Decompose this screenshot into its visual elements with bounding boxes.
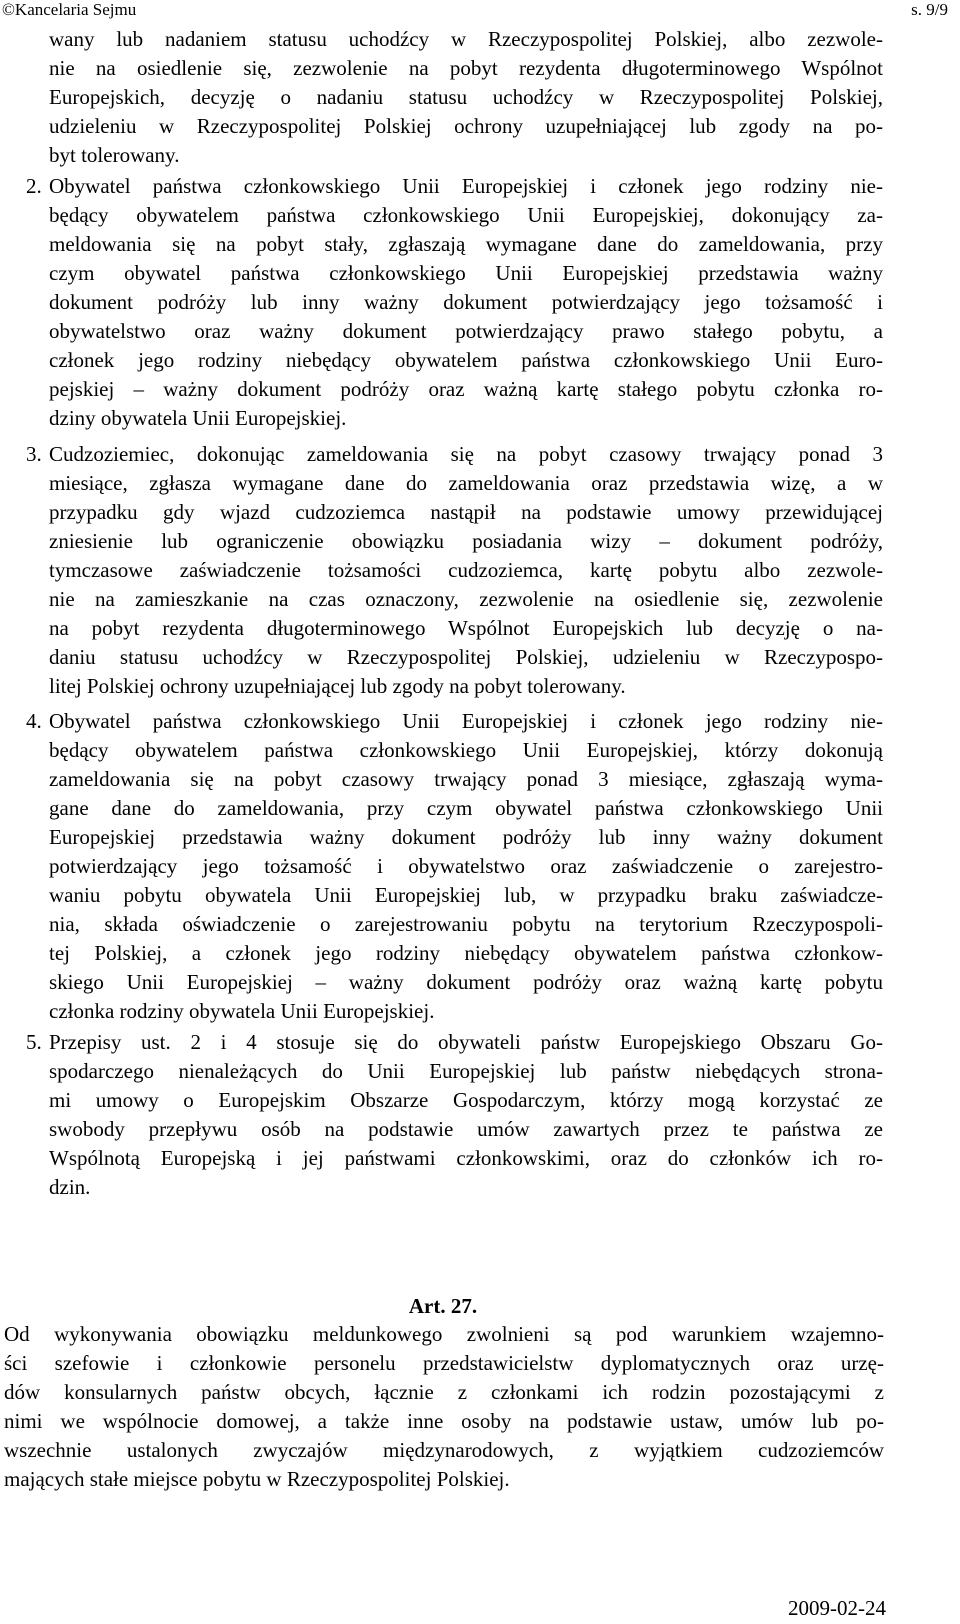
text-line: miesiące, zgłasza wymagane dane do zameldowania oraz przedstawia wizę, a w	[49, 471, 883, 495]
text-line: na pobyt rezydenta długoterminowego Wspólnot Europejskich lub decyzję o na-	[49, 616, 883, 640]
item-5-paragraph	[49, 1028, 883, 1202]
text-line: Europejskich, decyzję o nadaniu statusu uchodźcy w Rzeczypospolitej Polskiej,	[49, 85, 883, 109]
text-line: wany lub nadaniem statusu uchodźcy w Rzeczypospolitej Polskiej, albo zezwole-	[49, 27, 883, 51]
footer-date: 2009-02-24	[788, 1596, 886, 1620]
text-line: mi umowy o Europejskim Obszarze Gospodarczym, którzy mogą korzystać ze	[49, 1088, 883, 1112]
text-line: członka rodziny obywatela Unii Europejskiej.	[49, 999, 435, 1023]
text-line: litej Polskiej ochrony uzupełniającej lub zgody na pobyt tolerowany.	[49, 674, 626, 698]
intro-paragraph	[49, 25, 883, 170]
item-4-paragraph	[49, 707, 883, 1026]
text-line: nia, składa oświadczenie o zarejestrowaniu pobytu na terytorium Rzeczypospoli-	[49, 912, 883, 936]
text-line: Cudzoziemiec, dokonując zameldowania się na pobyt czasowy trwający ponad 3	[49, 442, 883, 466]
text-line: członek jego rodziny niebędący obywatelem państwa członkowskiego Unii Euro-	[49, 348, 883, 372]
text-line: nie na osiedlenie się, zezwolenie na pobyt rezydenta długoterminowego Wspólnot	[49, 56, 883, 80]
article-heading: Art. 27.	[408, 1294, 478, 1318]
text-line: nie na zamieszkanie na czas oznaczony, zezwolenie na osiedlenie się, zezwolenie	[49, 587, 883, 611]
text-line: wszechnie ustalonych zwyczajów międzynarodowych, z wyjątkiem cudzoziemców	[4, 1438, 884, 1462]
text-line: mających stałe miejsce pobytu w Rzeczypospolitej Polskiej.	[4, 1467, 510, 1491]
text-line: potwierdzający jego tożsamość i obywatelstwo oraz zaświadczenie o zarejestro-	[49, 854, 883, 878]
text-line: zniesienie lub ograniczenie obowiązku posiadania wizy – dokument podróży,	[49, 529, 883, 553]
text-line: dów konsularnych państw obcych, łącznie z członkami ich rodzin pozostającymi z	[4, 1380, 884, 1404]
text-line: Wspólnotą Europejską i jej państwami członkowskimi, oraz do członków ich ro-	[49, 1146, 883, 1170]
text-line: tymczasowe zaświadczenie tożsamości cudzoziemca, kartę pobytu albo zezwole-	[49, 558, 883, 582]
text-line: Przepisy ust. 2 i 4 stosuje się do obywateli państw Europejskiego Obszaru Go-	[49, 1030, 883, 1054]
text-line: swobody przepływu osób na podstawie umów zawartych przez te państwa ze	[49, 1117, 883, 1141]
text-line: pejskiej – ważny dokument podróży oraz ważną kartę stałego pobytu członka ro-	[49, 377, 883, 401]
item-number: 3.	[26, 442, 42, 466]
text-line: zameldowania się na pobyt czasowy trwający ponad 3 miesiące, zgłaszają wyma-	[49, 767, 883, 791]
text-line: ści szefowie i członkowie personelu przedstawicielstw dyplomatycznych oraz urzę-	[4, 1351, 884, 1375]
article-paragraph	[4, 1320, 884, 1494]
text-line: czym obywatel państwa członkowskiego Unii Europejskiej przedstawia ważny	[49, 261, 883, 285]
text-line: gane dane do zameldowania, przy czym obywatel państwa członkowskiego Unii	[49, 796, 883, 820]
text-line: daniu statusu uchodźcy w Rzeczypospolitej Polskiej, udzieleniu w Rzeczypospo-	[49, 645, 883, 669]
text-line: Od wykonywania obowiązku meldunkowego zwolnieni są pod warunkiem wzajemno-	[4, 1322, 884, 1346]
text-line: dokument podróży lub inny ważny dokument potwierdzający jego tożsamość i	[49, 290, 883, 314]
item-number: 4.	[26, 709, 42, 733]
text-line: Obywatel państwa członkowskiego Unii Europejskiej i członek jego rodziny nie-	[49, 709, 883, 733]
text-line: nimi we wspólnocie domowej, a także inne osoby na podstawie ustaw, umów lub po-	[4, 1409, 884, 1433]
text-line: skiego Unii Europejskiej – ważny dokument podróży oraz ważną kartę pobytu	[49, 970, 883, 994]
text-line: waniu pobytu obywatela Unii Europejskiej lub, w przypadku braku zaświadcze-	[49, 883, 883, 907]
item-2-paragraph	[49, 172, 883, 433]
text-line: będący obywatelem państwa członkowskiego Unii Europejskiej, którzy dokonują	[49, 738, 883, 762]
text-line: obywatelstwo oraz ważny dokument potwierdzający prawo stałego pobytu, a	[49, 319, 883, 343]
text-line: meldowania się na pobyt stały, zgłaszają wymagane dane do zameldowania, przy	[49, 232, 883, 256]
text-line: Obywatel państwa członkowskiego Unii Europejskiej i członek jego rodziny nie-	[49, 174, 883, 198]
text-line: dzin.	[49, 1175, 91, 1199]
text-line: dziny obywatela Unii Europejskiej.	[49, 406, 347, 430]
text-line: tej Polskiej, a członek jego rodziny niebędący obywatelem państwa członkow-	[49, 941, 883, 965]
text-line: przypadku gdy wjazd cudzoziemca nastąpił na podstawie umowy przewidującej	[49, 500, 883, 524]
item-3-paragraph	[49, 440, 883, 701]
text-line: Europejskiej przedstawia ważny dokument podróży lub inny ważny dokument	[49, 825, 883, 849]
item-number: 2.	[26, 174, 42, 198]
text-line: będący obywatelem państwa członkowskiego Unii Europejskiej, dokonujący za-	[49, 203, 883, 227]
text-line: byt tolerowany.	[49, 143, 180, 167]
copyright-notice: ©Kancelaria Sejmu	[2, 0, 137, 19]
text-line: udzieleniu w Rzeczypospolitej Polskiej ochrony uzupełniającej lub zgody na po-	[49, 114, 883, 138]
page-number: s. 9/9	[911, 0, 948, 19]
item-number: 5.	[26, 1030, 42, 1054]
text-line: spodarczego nienależących do Unii Europejskiej lub państw niebędących strona-	[49, 1059, 883, 1083]
